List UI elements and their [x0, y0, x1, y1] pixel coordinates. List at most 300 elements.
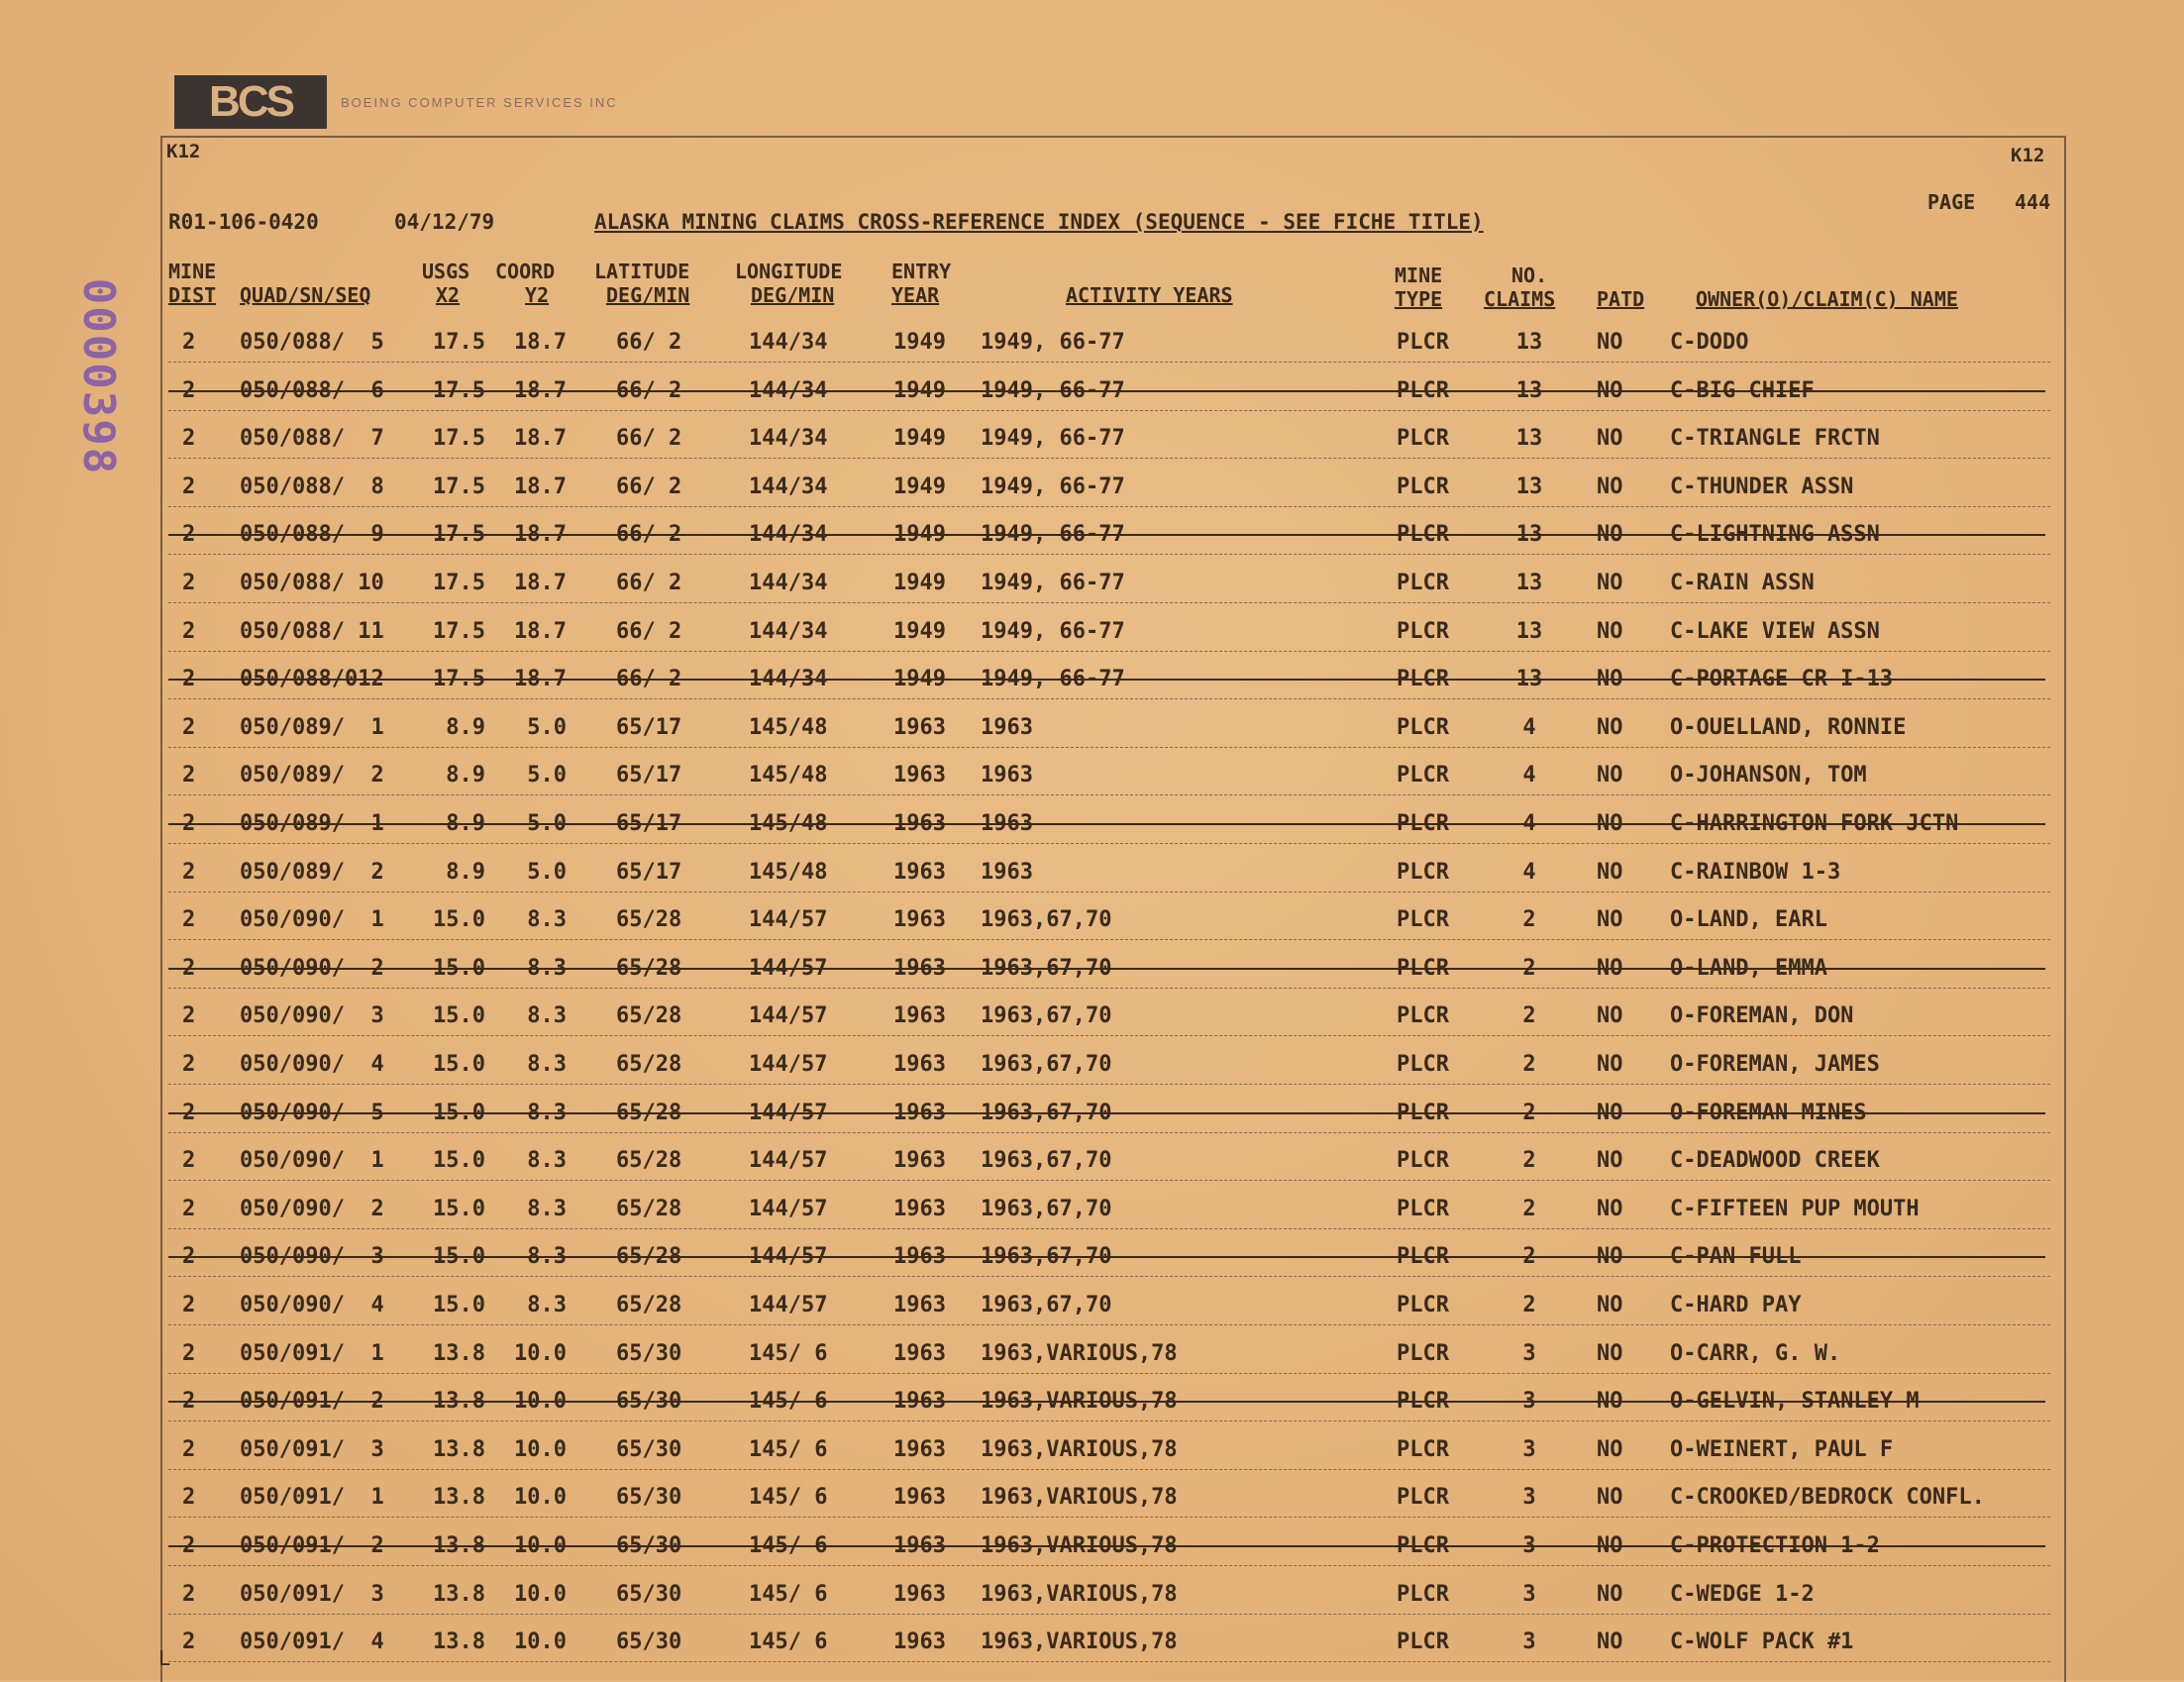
cell-dist: 2 — [182, 714, 196, 740]
cell-claims: 4 — [1522, 714, 1536, 740]
cell-quad: 050/091/ 1 — [240, 1485, 384, 1511]
page-label: PAGE — [1927, 190, 1976, 214]
cell-activity: 1949, 66-77 — [981, 330, 1125, 355]
cell-lon: 144/57 — [749, 1148, 828, 1174]
cell-name: C-HARRINGTON FORK JCTN — [1670, 811, 1959, 836]
cell-quad: 050/089/ 1 — [240, 811, 384, 836]
strikethrough-line — [168, 1256, 2045, 1258]
cell-type: PLCR — [1397, 426, 1449, 452]
col-type-2: TYPE — [1395, 287, 1443, 311]
cell-y: 10.0 — [514, 1340, 567, 1366]
cell-activity: 1949, 66-77 — [981, 618, 1125, 644]
cell-quad: 050/088/ 5 — [240, 330, 384, 355]
cell-lat: 65/28 — [616, 1100, 682, 1125]
cell-lon: 144/57 — [749, 1196, 828, 1221]
cell-quad: 050/091/ 3 — [240, 1436, 384, 1462]
cell-claims: 3 — [1522, 1533, 1536, 1558]
cell-lon: 145/ 6 — [749, 1581, 828, 1607]
strikethrough-line — [168, 534, 2045, 536]
cell-y: 18.7 — [514, 667, 567, 692]
cell-y: 18.7 — [514, 571, 567, 595]
cell-entry: 1963 — [893, 1436, 946, 1462]
cell-entry: 1963 — [893, 1389, 946, 1415]
cell-dist: 2 — [182, 1340, 196, 1366]
col-owner: OWNER(O)/CLAIM(C) NAME — [1696, 287, 1958, 311]
cell-activity: 1963,67,70 — [981, 1196, 1112, 1221]
cell-y: 18.7 — [514, 426, 567, 452]
cell-claims: 3 — [1522, 1389, 1536, 1415]
col-claims-2: CLAIMS — [1484, 287, 1556, 311]
cell-dist: 2 — [182, 859, 196, 885]
cell-lat: 65/17 — [616, 859, 682, 885]
cell-patd: NO — [1597, 1389, 1623, 1415]
cell-quad: 050/088/ 10 — [240, 571, 384, 595]
cell-name: C-TRIANGLE FRCTN — [1670, 426, 1880, 452]
cell-patd: NO — [1597, 1629, 1623, 1655]
cell-activity: 1963,67,70 — [981, 955, 1112, 981]
cell-claims: 13 — [1515, 330, 1543, 355]
cell-lat: 65/17 — [616, 763, 682, 788]
cell-type: PLCR — [1397, 1436, 1449, 1462]
cell-entry: 1963 — [893, 1485, 946, 1511]
cell-claims: 3 — [1522, 1436, 1536, 1462]
cell-claims: 2 — [1522, 1003, 1536, 1029]
cell-type: PLCR — [1397, 714, 1449, 740]
cell-lat: 65/30 — [616, 1340, 682, 1366]
cell-claims: 3 — [1522, 1629, 1536, 1655]
col-lon-2: DEG/MIN — [751, 283, 835, 307]
cell-name: C-PROTECTION 1-2 — [1670, 1533, 1880, 1558]
cell-entry: 1963 — [893, 907, 946, 933]
row-divider — [168, 1614, 2050, 1615]
cell-entry: 1963 — [893, 763, 946, 788]
cell-name: C-PORTAGE CR I-13 — [1670, 667, 1894, 692]
cell-lon: 144/57 — [749, 1293, 828, 1317]
cell-x: 13.8 — [433, 1485, 485, 1511]
cell-entry: 1963 — [893, 1244, 946, 1270]
cell-x: 8.9 — [446, 714, 485, 740]
cell-name: C-THUNDER ASSN — [1670, 473, 1854, 499]
cell-x: 15.0 — [433, 907, 485, 933]
cell-lat: 65/28 — [616, 955, 682, 981]
cell-x: 15.0 — [433, 1003, 485, 1029]
cell-x: 17.5 — [433, 377, 485, 403]
cell-entry: 1963 — [893, 1196, 946, 1221]
cell-claims: 2 — [1522, 1148, 1536, 1174]
cell-name: C-WEDGE 1-2 — [1670, 1581, 1815, 1607]
cell-entry: 1963 — [893, 1629, 946, 1655]
cell-claims: 2 — [1522, 1244, 1536, 1270]
cell-name: C-HARD PAY — [1670, 1293, 1802, 1317]
col-lon-1: LONGITUDE — [735, 260, 843, 283]
cell-lon: 144/34 — [749, 473, 828, 499]
cell-x: 17.5 — [433, 473, 485, 499]
cell-patd: NO — [1597, 1581, 1623, 1607]
cell-type: PLCR — [1397, 955, 1449, 981]
row-divider — [168, 554, 2050, 555]
cell-x: 8.9 — [446, 811, 485, 836]
cell-name: O-CARR, G. W. — [1670, 1340, 1841, 1366]
row-divider — [168, 1180, 2050, 1181]
cell-lon: 145/ 6 — [749, 1340, 828, 1366]
cell-patd: NO — [1597, 1485, 1623, 1511]
cell-patd: NO — [1597, 473, 1623, 499]
cell-name: C-DODO — [1670, 330, 1749, 355]
cell-patd: NO — [1597, 571, 1623, 595]
cell-dist: 2 — [182, 1003, 196, 1029]
cell-dist: 2 — [182, 377, 196, 403]
cell-quad: 050/090/ 1 — [240, 1148, 384, 1174]
cell-lat: 65/28 — [616, 1293, 682, 1317]
cell-activity: 1963,67,70 — [981, 1052, 1112, 1077]
cell-x: 15.0 — [433, 1244, 485, 1270]
cell-y: 5.0 — [527, 859, 567, 885]
cell-claims: 13 — [1515, 571, 1543, 595]
page-number: 444 — [2015, 190, 2051, 214]
cell-type: PLCR — [1397, 1389, 1449, 1415]
cell-dist: 2 — [182, 426, 196, 452]
cell-activity: 1963,VARIOUS,78 — [981, 1533, 1178, 1558]
cell-type: PLCR — [1397, 1293, 1449, 1317]
stamp-number: 0000398 — [73, 277, 125, 475]
cell-quad: 050/088/012 — [240, 667, 384, 692]
cell-y: 8.3 — [527, 1148, 567, 1174]
cell-claims: 13 — [1515, 426, 1543, 452]
row-divider — [168, 651, 2050, 652]
cell-lon: 144/34 — [749, 667, 828, 692]
cell-quad: 050/090/ 2 — [240, 955, 384, 981]
cell-patd: NO — [1597, 522, 1623, 548]
cell-patd: NO — [1597, 1244, 1623, 1270]
cell-lat: 65/30 — [616, 1485, 682, 1511]
col-usgs-2: X2 — [436, 283, 461, 307]
cell-lat: 66/ 2 — [616, 522, 682, 548]
col-quad: QUAD/SN/SEQ — [240, 283, 371, 307]
cell-claims: 2 — [1522, 955, 1536, 981]
cell-y: 8.3 — [527, 1293, 567, 1317]
cell-quad: 050/090/ 1 — [240, 907, 384, 933]
cell-activity: 1949, 66-77 — [981, 522, 1125, 548]
cell-dist: 2 — [182, 522, 196, 548]
row-divider — [168, 1373, 2050, 1374]
cell-name: C-DEADWOOD CREEK — [1670, 1148, 1880, 1174]
col-coord-1: COORD — [495, 260, 556, 283]
cell-lat: 66/ 2 — [616, 473, 682, 499]
cell-x: 17.5 — [433, 426, 485, 452]
cell-lon: 145/ 6 — [749, 1533, 828, 1558]
cell-name: O-JOHANSON, TOM — [1670, 763, 1867, 788]
cell-type: PLCR — [1397, 1581, 1449, 1607]
bcs-logo: BCS — [174, 75, 327, 129]
cell-y: 18.7 — [514, 330, 567, 355]
cell-y: 10.0 — [514, 1533, 567, 1558]
cell-dist: 2 — [182, 1533, 196, 1558]
col-entry-1: ENTRY — [891, 260, 952, 283]
cell-lat: 65/28 — [616, 1052, 682, 1077]
cell-patd: NO — [1597, 1148, 1623, 1174]
cell-lat: 66/ 2 — [616, 667, 682, 692]
cell-activity: 1963,VARIOUS,78 — [981, 1389, 1178, 1415]
cell-patd: NO — [1597, 426, 1623, 452]
row-divider — [168, 698, 2050, 699]
cell-type: PLCR — [1397, 859, 1449, 885]
cell-quad: 050/089/ 2 — [240, 763, 384, 788]
cell-claims: 13 — [1515, 377, 1543, 403]
cell-y: 8.3 — [527, 1100, 567, 1125]
cell-entry: 1949 — [893, 618, 946, 644]
strikethrough-line — [168, 823, 2045, 825]
cell-lon: 144/34 — [749, 426, 828, 452]
cell-activity: 1963,67,70 — [981, 1244, 1112, 1270]
cell-patd: NO — [1597, 1196, 1623, 1221]
cell-lat: 66/ 2 — [616, 618, 682, 644]
cell-type: PLCR — [1397, 1196, 1449, 1221]
cell-dist: 2 — [182, 1293, 196, 1317]
strikethrough-line — [168, 1112, 2045, 1114]
cell-patd: NO — [1597, 1436, 1623, 1462]
cell-lat: 65/30 — [616, 1629, 682, 1655]
cell-entry: 1949 — [893, 571, 946, 595]
cell-entry: 1963 — [893, 859, 946, 885]
cell-type: PLCR — [1397, 330, 1449, 355]
cell-dist: 2 — [182, 1581, 196, 1607]
cell-type: PLCR — [1397, 473, 1449, 499]
cell-dist: 2 — [182, 330, 196, 355]
cell-name: O-OUELLAND, RONNIE — [1670, 714, 1907, 740]
row-divider — [168, 843, 2050, 844]
cell-entry: 1963 — [893, 1148, 946, 1174]
col-activity: ACTIVITY YEARS — [1066, 283, 1233, 307]
cell-patd: NO — [1597, 1293, 1623, 1317]
cell-entry: 1963 — [893, 1052, 946, 1077]
cell-claims: 4 — [1522, 763, 1536, 788]
cell-claims: 13 — [1515, 667, 1543, 692]
cell-type: PLCR — [1397, 571, 1449, 595]
cell-y: 10.0 — [514, 1485, 567, 1511]
cell-x: 8.9 — [446, 763, 485, 788]
cell-patd: NO — [1597, 955, 1623, 981]
cell-name: C-BIG CHIEF — [1670, 377, 1815, 403]
cell-type: PLCR — [1397, 763, 1449, 788]
cell-claims: 13 — [1515, 618, 1543, 644]
strikethrough-line — [168, 390, 2045, 392]
report-id: R01-106-0420 — [168, 210, 319, 234]
cell-dist: 2 — [182, 907, 196, 933]
row-divider — [168, 1517, 2050, 1518]
report-date: 04/12/79 — [394, 210, 495, 234]
cell-x: 13.8 — [433, 1436, 485, 1462]
cell-claims: 4 — [1522, 859, 1536, 885]
cell-lon: 144/57 — [749, 1100, 828, 1125]
cell-entry: 1949 — [893, 522, 946, 548]
cell-quad: 050/088/ 8 — [240, 473, 384, 499]
cell-patd: NO — [1597, 1052, 1623, 1077]
row-divider — [168, 747, 2050, 748]
cell-lat: 65/28 — [616, 1148, 682, 1174]
cell-name: O-WEINERT, PAUL F — [1670, 1436, 1894, 1462]
col-mine-dist-1: MINE — [168, 260, 217, 283]
cell-lat: 66/ 2 — [616, 426, 682, 452]
cell-type: PLCR — [1397, 907, 1449, 933]
cell-y: 10.0 — [514, 1581, 567, 1607]
cell-quad: 050/091/ 2 — [240, 1389, 384, 1415]
cell-name: O-FOREMAN MINES — [1670, 1100, 1867, 1125]
cell-claims: 3 — [1522, 1340, 1536, 1366]
cell-claims: 2 — [1522, 1052, 1536, 1077]
row-divider — [168, 1661, 2050, 1662]
cell-lon: 144/34 — [749, 571, 828, 595]
cell-quad: 050/089/ 1 — [240, 714, 384, 740]
cell-y: 8.3 — [527, 1052, 567, 1077]
cell-type: PLCR — [1397, 1629, 1449, 1655]
cell-type: PLCR — [1397, 1052, 1449, 1077]
cell-type: PLCR — [1397, 1244, 1449, 1270]
logo-subtitle: BOEING COMPUTER SERVICES INC — [341, 95, 618, 110]
cell-quad: 050/090/ 4 — [240, 1052, 384, 1077]
cell-entry: 1963 — [893, 955, 946, 981]
cell-lat: 66/ 2 — [616, 330, 682, 355]
row-divider — [168, 602, 2050, 603]
cell-dist: 2 — [182, 1052, 196, 1077]
corner-mark: L — [158, 1646, 171, 1670]
row-divider — [168, 1084, 2050, 1085]
cell-x: 15.0 — [433, 1148, 485, 1174]
cell-dist: 2 — [182, 473, 196, 499]
cell-type: PLCR — [1397, 1003, 1449, 1029]
cell-x: 13.8 — [433, 1389, 485, 1415]
cell-dist: 2 — [182, 571, 196, 595]
row-divider — [168, 988, 2050, 989]
cell-type: PLCR — [1397, 667, 1449, 692]
cell-claims: 3 — [1522, 1485, 1536, 1511]
cell-lon: 144/34 — [749, 330, 828, 355]
cell-dist: 2 — [182, 955, 196, 981]
cell-activity: 1963 — [981, 811, 1033, 836]
cell-x: 15.0 — [433, 1100, 485, 1125]
cell-dist: 2 — [182, 811, 196, 836]
cell-y: 18.7 — [514, 473, 567, 499]
strikethrough-line — [168, 1401, 2045, 1403]
cell-dist: 2 — [182, 618, 196, 644]
cell-quad: 050/091/ 2 — [240, 1533, 384, 1558]
cell-quad: 050/090/ 4 — [240, 1293, 384, 1317]
cell-quad: 050/088/ 11 — [240, 618, 384, 644]
cell-x: 15.0 — [433, 1293, 485, 1317]
cell-patd: NO — [1597, 667, 1623, 692]
cell-type: PLCR — [1397, 1340, 1449, 1366]
row-divider — [168, 1324, 2050, 1325]
cell-dist: 2 — [182, 667, 196, 692]
cell-quad: 050/090/ 3 — [240, 1244, 384, 1270]
cell-patd: NO — [1597, 1003, 1623, 1029]
cell-patd: NO — [1597, 1100, 1623, 1125]
cell-activity: 1949, 66-77 — [981, 667, 1125, 692]
cell-lat: 65/30 — [616, 1389, 682, 1415]
cell-y: 8.3 — [527, 1196, 567, 1221]
cell-entry: 1963 — [893, 714, 946, 740]
cell-entry: 1949 — [893, 377, 946, 403]
cell-lat: 65/30 — [616, 1581, 682, 1607]
cell-activity: 1963 — [981, 714, 1033, 740]
cell-quad: 050/088/ 6 — [240, 377, 384, 403]
cell-x: 15.0 — [433, 955, 485, 981]
cell-claims: 13 — [1515, 473, 1543, 499]
cell-quad: 050/091/ 4 — [240, 1629, 384, 1655]
cell-lon: 144/57 — [749, 1244, 828, 1270]
col-claims-1: NO. — [1511, 263, 1548, 287]
cell-name: C-RAIN ASSN — [1670, 571, 1815, 595]
cell-entry: 1963 — [893, 1340, 946, 1366]
col-lat-2: DEG/MIN — [606, 283, 690, 307]
cell-quad: 050/090/ 3 — [240, 1003, 384, 1029]
cell-lon: 145/48 — [749, 763, 828, 788]
cell-dist: 2 — [182, 1196, 196, 1221]
row-divider — [168, 506, 2050, 507]
cell-patd: NO — [1597, 1533, 1623, 1558]
col-entry-2: YEAR — [891, 283, 940, 307]
col-mine-dist-2: DIST — [168, 283, 217, 307]
cell-activity: 1949, 66-77 — [981, 377, 1125, 403]
cell-claims: 3 — [1522, 1581, 1536, 1607]
cell-name: C-FIFTEEN PUP MOUTH — [1670, 1196, 1920, 1221]
cell-quad: 050/088/ 7 — [240, 426, 384, 452]
cell-dist: 2 — [182, 1436, 196, 1462]
cell-claims: 2 — [1522, 1293, 1536, 1317]
cell-lon: 145/ 6 — [749, 1436, 828, 1462]
cell-quad: 050/091/ 1 — [240, 1340, 384, 1366]
cell-x: 15.0 — [433, 1052, 485, 1077]
cell-claims: 2 — [1522, 907, 1536, 933]
cell-lon: 144/57 — [749, 955, 828, 981]
cell-type: PLCR — [1397, 522, 1449, 548]
strikethrough-line — [168, 1545, 2045, 1547]
cell-y: 18.7 — [514, 522, 567, 548]
cell-quad: 050/090/ 5 — [240, 1100, 384, 1125]
cell-type: PLCR — [1397, 618, 1449, 644]
cell-entry: 1949 — [893, 667, 946, 692]
cell-name: C-LIGHTNING ASSN — [1670, 522, 1880, 548]
cell-claims: 2 — [1522, 1196, 1536, 1221]
cell-lon: 145/48 — [749, 811, 828, 836]
cell-name: C-CROOKED/BEDROCK CONFL. — [1670, 1485, 1985, 1511]
cell-y: 5.0 — [527, 811, 567, 836]
row-divider — [168, 410, 2050, 411]
cell-name: O-GELVIN, STANLEY M — [1670, 1389, 1920, 1415]
cell-x: 13.8 — [433, 1581, 485, 1607]
row-divider — [168, 1132, 2050, 1133]
cell-lon: 144/57 — [749, 1003, 828, 1029]
row-divider — [168, 1228, 2050, 1229]
cell-activity: 1963,VARIOUS,78 — [981, 1581, 1178, 1607]
cell-patd: NO — [1597, 811, 1623, 836]
cell-dist: 2 — [182, 1148, 196, 1174]
cell-lat: 66/ 2 — [616, 377, 682, 403]
cell-type: PLCR — [1397, 1533, 1449, 1558]
row-divider — [168, 892, 2050, 893]
cell-dist: 2 — [182, 1100, 196, 1125]
cell-x: 8.9 — [446, 859, 485, 885]
row-divider — [168, 939, 2050, 940]
cell-x: 17.5 — [433, 618, 485, 644]
cell-type: PLCR — [1397, 811, 1449, 836]
cell-lat: 65/30 — [616, 1436, 682, 1462]
report-code-left: K12 — [166, 141, 201, 162]
cell-lon: 144/34 — [749, 522, 828, 548]
cell-lon: 145/ 6 — [749, 1389, 828, 1415]
cell-entry: 1949 — [893, 330, 946, 355]
cell-entry: 1963 — [893, 1581, 946, 1607]
cell-lat: 65/17 — [616, 714, 682, 740]
